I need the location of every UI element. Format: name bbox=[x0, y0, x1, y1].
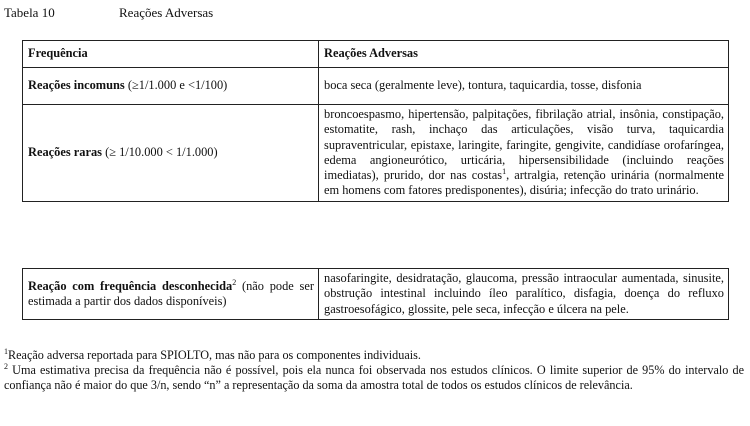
reactions-unknown: nasofaringite, desidratação, glaucoma, pressão intraocular aumentada, sinusite, obstrução intestinal incluindo íleo paralítico, disfagia, doença do refluxo gastroesofágico, glossite, pele seca, infecção e úlcera na pele. bbox=[319, 269, 729, 320]
footnote-1-mark: 1 bbox=[4, 346, 8, 356]
table-title: Reações Adversas bbox=[119, 5, 214, 20]
frequency-rare-cell bbox=[23, 105, 319, 202]
frequency-uncommon-range: (≥1/1.000 e <1/100) bbox=[124, 78, 228, 93]
table-caption bbox=[4, 4, 213, 22]
table-row-unknown bbox=[23, 269, 729, 320]
header-reactions: Reações Adversas bbox=[319, 41, 729, 68]
table-row-uncommon bbox=[23, 68, 729, 105]
frequency-rare-range: (≥ 1/10.000 < 1/1.000) bbox=[101, 145, 218, 160]
adverse-reactions-table bbox=[22, 40, 729, 202]
footnote-2 bbox=[4, 363, 744, 393]
reactions-rare-text-1: broncoespasmo, hipertensão, palpitações, fibrilação atrial, insônia, constipação, estomatite, rash, inchaço das articulações, visão turva, taquicardia supraventricular, epistaxe, laringite, faringite, gengivite, candidíase orofaríngea, edema angioneurótico, urticária, hipersensibilidade (incluindo reações imediatas), prurido, dor nas costas bbox=[324, 107, 724, 183]
unknown-frequency-table bbox=[22, 268, 729, 320]
header-frequency: Frequência bbox=[23, 41, 319, 68]
frequency-unknown-note: (não pode ser estimada a partir dos dados disponíveis) bbox=[28, 278, 314, 308]
reactions-uncommon: boca seca (geralmente leve), tontura, taquicardia, tosse, disfonia bbox=[319, 68, 729, 105]
footnote-ref-1: 1 bbox=[502, 167, 507, 177]
table-number: Tabela 10 bbox=[4, 5, 55, 20]
table-row-rare bbox=[23, 105, 729, 202]
reactions-rare bbox=[319, 105, 729, 202]
footnote-2-mark: 2 bbox=[4, 361, 8, 371]
table-header-row bbox=[23, 41, 729, 68]
footnotes bbox=[4, 348, 744, 393]
frequency-unknown-label: Reação com frequência desconhecida bbox=[28, 278, 233, 293]
footnote-ref-2: 2 bbox=[232, 277, 237, 287]
frequency-unknown-cell bbox=[23, 269, 319, 320]
footnote-2-text: Uma estimativa precisa da frequência não é possível, pois ela nunca foi observada nos estudos clínicos. O limite superior de 95% do intervalo de confiança não é maior do que 3/n, sendo “n” a representação da soma da amostra total de todos os estudos clínicos de relevância. bbox=[4, 363, 744, 392]
frequency-rare-label: Reações raras bbox=[28, 145, 102, 160]
frequency-uncommon-cell bbox=[23, 68, 319, 105]
footnote-1 bbox=[4, 348, 744, 363]
footnote-1-text: Reação adversa reportada para SPIOLTO, mas não para os componentes individuais. bbox=[8, 348, 421, 362]
frequency-uncommon-label: Reações incomuns bbox=[28, 78, 125, 93]
reactions-rare-text-2: , artralgia, retenção urinária (normalmente em homens com fatores predisponentes), disúria; infecção do trato urinário. bbox=[324, 168, 725, 198]
